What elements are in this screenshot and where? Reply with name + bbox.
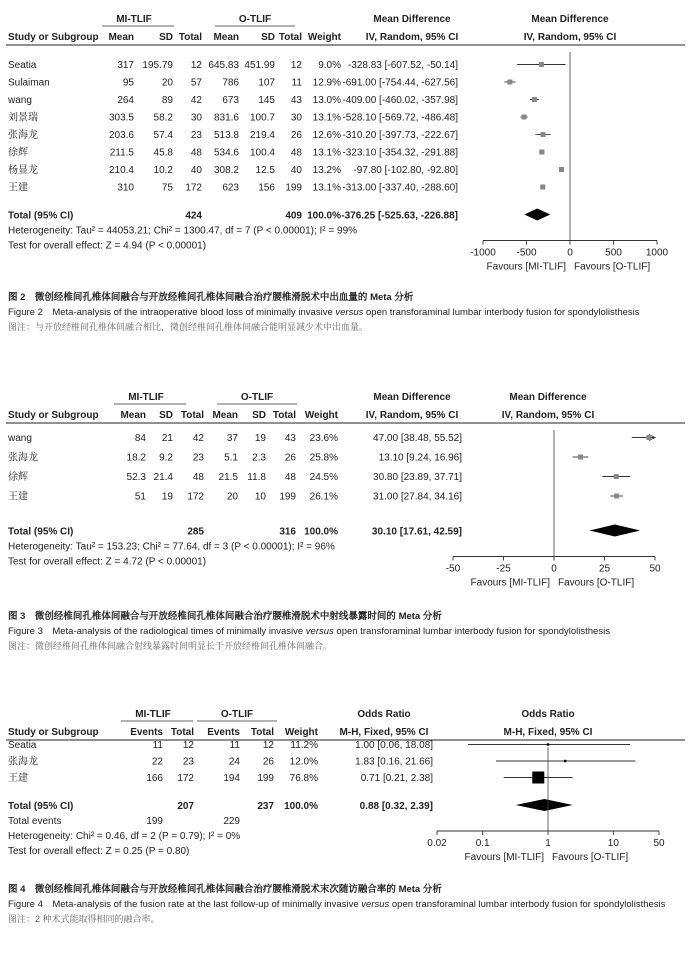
cell-value: 21 (161, 433, 173, 444)
cell-value: 52.3 (126, 472, 146, 483)
cell-value: 9.2 (159, 452, 173, 464)
study-weight: 12.0% (289, 756, 318, 768)
cell-value: 48 (284, 472, 296, 483)
study-ci: 1.00 [0.06, 18.08] (355, 740, 433, 751)
cell-value: 89 (161, 95, 173, 106)
favours-right: Favours [O-TLIF] (574, 261, 651, 273)
heterogeneity-text: Heterogeneity: Tau² = 153.23; Chi² = 77.64, df = 3 (P < 0.00001); I² = 96% (8, 541, 335, 553)
cell-value: 2.3 (252, 452, 266, 464)
x-tick-label: -1000 (470, 247, 496, 259)
cell-value: 534.6 (213, 147, 239, 159)
point-estimate (541, 132, 546, 137)
summary-diamond (516, 799, 573, 811)
study-weight: 12.6% (312, 130, 341, 141)
cell-value: 30 (190, 112, 202, 124)
point-estimate (539, 150, 544, 155)
cell-value: 30 (290, 112, 302, 124)
total-label: Total (95% CI) (8, 526, 74, 538)
column-header: Total (250, 727, 274, 738)
study-ci: 0.71 [0.21, 2.38] (360, 773, 433, 784)
cell-value: 48 (190, 147, 202, 159)
study-weight: 13.1% (312, 112, 341, 124)
cell-value: 23 (182, 756, 194, 768)
column-header: Study or Subgroup (8, 32, 99, 43)
summary-diamond (524, 209, 550, 221)
study-name: Seatia (8, 740, 37, 751)
cell-value: 12 (290, 60, 302, 71)
study-ci: 30.80 [23.89, 37.71] (373, 472, 462, 483)
point-estimate (547, 743, 549, 745)
cell-value: 645.83 (208, 60, 239, 71)
caption-en: Figure 4 Meta-analysis of the fusion rate at the last follow-up of minimally invasive versus open transforaminal lumbar interbody fusion for spondylolisthesis (8, 899, 666, 910)
study-ci: -323.10 [-354.32, -291.88] (342, 147, 458, 159)
favours-left: Favours [MI-TLIF] (470, 577, 550, 589)
study-weight: 24.5% (309, 472, 338, 483)
study-ci: 1.83 [0.16, 21.66] (355, 756, 433, 768)
column-header: Study or Subgroup (8, 410, 99, 421)
x-tick-label: 1000 (645, 247, 669, 259)
group-header-left: MI-TLIF (128, 392, 164, 403)
study-weight: 13.2% (312, 165, 341, 176)
study-ci: 31.00 [27.84, 34.16] (373, 491, 462, 503)
column-header: Mean (108, 32, 134, 43)
cell-value: 310 (117, 182, 134, 194)
group-header-right: O-TLIF (238, 14, 272, 25)
cell-value: 12 (190, 60, 202, 71)
point-estimate (532, 772, 544, 784)
study-ci: -528.10 [-569.72, -486.48] (342, 112, 458, 124)
cell-value: 18.2 (126, 452, 146, 464)
cell-value: 10 (254, 491, 266, 503)
forest-plot-radiation-time (0, 385, 692, 605)
study-ci: 13.10 [9.24, 16.96] (378, 452, 462, 464)
effect-header-sub: IV, Random, 95% CI (365, 410, 459, 421)
study-weight: 12.9% (312, 77, 341, 89)
x-tick-label: 1 (545, 838, 551, 849)
cell-value: 172 (177, 773, 194, 784)
cell-value: 11 (152, 740, 163, 751)
effect-header-top: Mean Difference (373, 392, 451, 403)
cell-value: 308.2 (213, 165, 239, 176)
cell-value: 21.4 (153, 472, 173, 483)
total-weight: 100.0% (307, 210, 341, 222)
point-estimate (522, 115, 527, 120)
column-header: Weight (307, 32, 341, 43)
point-estimate (539, 62, 544, 67)
study-ci: -691.00 [-754.44, -627.56] (342, 77, 458, 89)
cell-value: 51 (134, 491, 146, 503)
group-header-left: MI-TLIF (116, 14, 152, 25)
study-weight: 13.1% (312, 147, 341, 159)
study-weight: 9.0% (318, 60, 341, 71)
effect-header-sub: M-H, Fixed, 95% CI (339, 727, 429, 738)
cell-value: 48 (192, 472, 204, 483)
study-weight: 26.1% (309, 491, 338, 503)
cell-value: 831.6 (213, 112, 239, 124)
cell-value: 19 (161, 491, 173, 503)
x-tick-label: 50 (653, 838, 665, 849)
total-events-label: Total events (8, 816, 62, 827)
study-name: 徐辉 (8, 147, 28, 159)
cell-value: 11 (229, 740, 240, 751)
cell-value: 156 (258, 182, 275, 194)
column-header: SD (159, 32, 173, 43)
cell-value: 623 (222, 182, 239, 194)
cell-value: 199 (257, 773, 274, 784)
column-header: Total (278, 32, 302, 43)
point-estimate (532, 97, 537, 102)
cell-value: 100.4 (249, 147, 275, 159)
total-weight: 100.0% (284, 801, 318, 812)
total-n: 316 (279, 526, 296, 538)
column-header: Total (178, 32, 202, 43)
cell-value: 145 (258, 95, 275, 106)
study-ci: -313.00 [-337.40, -288.60] (342, 182, 458, 194)
study-weight: 13.0% (312, 95, 341, 106)
study-name: 刘景瑞 (8, 112, 38, 124)
column-header: SD (252, 410, 266, 421)
cell-value: 26 (262, 756, 274, 768)
x-tick-label: 0.02 (427, 838, 447, 849)
column-header: SD (261, 32, 275, 43)
overall-effect-text: Test for overall effect: Z = 4.72 (P < 0.00001) (8, 556, 207, 568)
cell-value: 20 (226, 491, 238, 503)
forest-plot-fusion-rate (0, 702, 692, 892)
study-weight: 25.8% (309, 452, 338, 464)
point-estimate (646, 435, 651, 440)
study-name: wang (8, 95, 32, 106)
x-tick-label: -25 (496, 563, 511, 575)
cell-value: 166 (146, 773, 163, 784)
study-name: 张海龙 (8, 756, 38, 768)
favours-right: Favours [O-TLIF] (552, 852, 629, 863)
total-events-right: 229 (223, 816, 240, 827)
group-header-right: O-TLIF (220, 709, 254, 720)
column-header: Mean (213, 32, 239, 43)
plot-header-top: Odds Ratio (521, 709, 575, 720)
column-header: Total (272, 410, 296, 421)
column-header: Study or Subgroup (8, 727, 99, 738)
heterogeneity-text: Heterogeneity: Chi² = 0.46, df = 2 (P = 0.79); I² = 0% (8, 831, 241, 842)
study-name: 杨显龙 (8, 165, 38, 176)
total-n: 424 (185, 210, 202, 222)
cell-value: 12.5 (255, 165, 275, 176)
cell-value: 19 (254, 433, 266, 444)
cell-value: 100.7 (249, 112, 275, 124)
cell-value: 43 (284, 433, 296, 444)
column-header: Events (207, 727, 240, 738)
point-estimate (564, 760, 566, 762)
x-tick-label: 0.1 (475, 838, 490, 849)
cell-value: 12 (182, 740, 194, 751)
cell-value: 786 (222, 77, 239, 89)
figure-2-blood-loss (0, 0, 692, 360)
cell-value: 57 (190, 77, 202, 89)
cell-value: 264 (117, 95, 134, 106)
study-name: Sulaiman (8, 77, 50, 89)
group-header-right: O-TLIF (240, 392, 274, 403)
caption-zh: 图 4 微创经椎间孔椎体间融合与开放经椎间孔椎体间融合治疗腰椎滑脱术末次随访融合率的 Meta 分析 (8, 884, 442, 895)
total-n: 237 (257, 801, 274, 812)
figure-3-radiation-time (0, 385, 692, 675)
cell-value: 172 (185, 182, 202, 194)
x-tick-label: 50 (649, 563, 661, 575)
cell-value: 107 (258, 77, 275, 89)
plot-header-top: Mean Difference (531, 14, 609, 25)
cell-value: 45.8 (153, 147, 173, 159)
point-estimate (578, 455, 583, 460)
cell-value: 11.8 (247, 472, 266, 483)
effect-header-top: Odds Ratio (357, 709, 411, 720)
plot-header-sub: IV, Random, 95% CI (523, 32, 617, 43)
cell-value: 303.5 (108, 112, 134, 124)
point-estimate (614, 494, 619, 499)
cell-value: 75 (161, 182, 173, 194)
cell-value: 5.1 (224, 452, 238, 464)
cell-value: 95 (122, 77, 134, 89)
cell-value: 23 (190, 130, 202, 141)
x-tick-label: 500 (605, 247, 622, 259)
cell-value: 26 (290, 130, 302, 141)
column-header: Events (130, 727, 163, 738)
cell-value: 84 (134, 433, 146, 444)
cell-value: 317 (117, 60, 134, 71)
cell-value: 195.79 (142, 60, 173, 71)
overall-effect-text: Test for overall effect: Z = 0.25 (P = 0.80) (8, 846, 190, 857)
figure-3-caption (8, 609, 684, 654)
favours-left: Favours [MI-TLIF] (486, 261, 566, 273)
study-ci: -328.83 [-607.52, -50.14] (347, 60, 458, 71)
effect-header-top: Mean Difference (373, 14, 451, 25)
forest-plot-blood-loss (0, 0, 692, 300)
study-weight: 23.6% (309, 433, 338, 444)
column-header: Weight (284, 727, 318, 738)
study-name: 王建 (8, 773, 28, 784)
point-estimate (559, 167, 564, 172)
cell-value: 194 (223, 773, 240, 784)
cell-value: 48 (290, 147, 302, 159)
total-n: 409 (285, 210, 302, 222)
cell-value: 24 (228, 756, 240, 768)
study-name: 王建 (8, 182, 28, 194)
heterogeneity-text: Heterogeneity: Tau² = 44053.21; Chi² = 1300.47, df = 7 (P < 0.00001); I² = 99% (8, 225, 358, 237)
cell-value: 23 (192, 452, 204, 464)
column-header: Total (180, 410, 204, 421)
study-ci: 47.00 [38.48, 55.52] (373, 433, 462, 444)
cell-value: 211.5 (109, 147, 134, 159)
column-header: SD (159, 410, 173, 421)
cell-value: 20 (161, 77, 173, 89)
point-estimate (614, 474, 619, 479)
cell-value: 40 (290, 165, 302, 176)
plot-header-sub: IV, Random, 95% CI (501, 410, 595, 421)
x-tick-label: 10 (607, 838, 619, 849)
cell-value: 172 (187, 491, 204, 503)
x-tick-label: -50 (445, 563, 461, 575)
cell-value: 21.5 (218, 472, 238, 483)
study-weight: 11.2% (290, 740, 318, 751)
total-label: Total (95% CI) (8, 210, 74, 222)
cell-value: 40 (190, 165, 202, 176)
study-weight: 76.8% (289, 773, 318, 784)
total-n: 285 (187, 526, 204, 538)
column-header: Weight (304, 410, 338, 421)
study-name: Seatia (8, 60, 37, 71)
effect-header-sub: IV, Random, 95% CI (365, 32, 459, 43)
cell-value: 219.4 (249, 130, 275, 141)
study-name: 王建 (8, 491, 28, 503)
caption-zh: 图 2 微创经椎间孔椎体间融合与开放经椎间孔椎体间融合治疗腰椎滑脱术中出血量的 Meta 分析 (8, 292, 414, 303)
cell-value: 22 (151, 756, 163, 768)
total-label: Total (95% CI) (8, 801, 74, 812)
cell-value: 199 (279, 491, 296, 503)
cell-value: 513.8 (213, 130, 239, 141)
figure-2-caption (8, 290, 684, 335)
cell-value: 43 (290, 95, 302, 106)
study-ci: -409.00 [-460.02, -357.98] (342, 95, 458, 106)
cell-value: 42 (190, 95, 202, 106)
study-ci: -97.80 [-102.80, -92.80] (353, 165, 458, 176)
plot-header-top: Mean Difference (509, 392, 587, 403)
study-ci: -310.20 [-397.73, -222.67] (342, 130, 458, 141)
summary-diamond (590, 525, 640, 537)
cell-value: 203.6 (108, 130, 134, 141)
group-header-left: MI-TLIF (135, 709, 171, 720)
cell-value: 12 (262, 740, 274, 751)
x-tick-label: 0 (567, 247, 573, 259)
study-name: 张海龙 (8, 130, 38, 141)
column-header: Mean (212, 410, 238, 421)
favours-right: Favours [O-TLIF] (558, 577, 635, 589)
x-tick-label: -500 (516, 247, 537, 259)
point-estimate (540, 185, 545, 190)
caption-zh: 图 3 微创经椎间孔椎体间融合与开放经椎间孔椎体间融合治疗腰椎滑脱术中射线暴露时间的 Meta 分析 (8, 611, 442, 622)
cell-value: 37 (226, 433, 238, 444)
cell-value: 42 (192, 433, 204, 444)
cell-value: 58.2 (153, 112, 173, 124)
cell-value: 10.2 (153, 165, 173, 176)
total-ci: -376.25 [-525.63, -226.88] (341, 210, 458, 222)
overall-effect-text: Test for overall effect: Z = 4.94 (P < 0.00001) (8, 240, 207, 252)
study-name: 徐辉 (8, 472, 28, 483)
column-header: Mean (120, 410, 146, 421)
cell-value: 673 (222, 95, 239, 106)
x-tick-label: 25 (598, 563, 611, 575)
total-events-left: 199 (146, 816, 163, 827)
figure-4-caption (8, 882, 684, 927)
caption-note: 图注：微创经椎间孔椎体间融合射线暴露时间明显长于开放经椎间孔椎体间融合。 (8, 641, 333, 651)
study-name: 张海龙 (8, 452, 38, 464)
column-header: Total (170, 727, 194, 738)
total-ci: 0.88 [0.32, 2.39] (359, 801, 433, 812)
study-name: wang (8, 433, 32, 444)
caption-note: 图注：与开放经椎间孔椎体间融合相比，微创经椎间孔椎体间融合能明显减少术中出血量。 (8, 322, 369, 332)
caption-note: 图注：2 种术式能取得相同的融合率。 (8, 914, 160, 924)
plot-header-sub: M-H, Fixed, 95% CI (503, 727, 593, 738)
favours-left: Favours [MI-TLIF] (464, 852, 544, 863)
figure-4-fusion-rate (0, 702, 692, 967)
caption-en: Figure 3 Meta-analysis of the radiological times of minimally invasive versus open transforaminal lumbar interbody fusion for spondylolisthesis (8, 626, 610, 637)
x-tick-label: 0 (551, 563, 557, 575)
cell-value: 57.4 (153, 130, 173, 141)
total-n: 207 (177, 801, 194, 812)
point-estimate (507, 80, 512, 85)
total-ci: 30.10 [17.61, 42.59] (371, 526, 462, 538)
cell-value: 199 (285, 182, 302, 194)
total-weight: 100.0% (304, 526, 338, 538)
cell-value: 210.4 (108, 165, 134, 176)
caption-en: Figure 2 Meta-analysis of the intraoperative blood loss of minimally invasive versus open transforaminal lumbar interbody fusion for spondylolisthesis (8, 307, 640, 318)
cell-value: 11 (291, 77, 302, 89)
cell-value: 451.99 (244, 60, 275, 71)
cell-value: 26 (284, 452, 296, 464)
study-weight: 13.1% (312, 182, 341, 194)
